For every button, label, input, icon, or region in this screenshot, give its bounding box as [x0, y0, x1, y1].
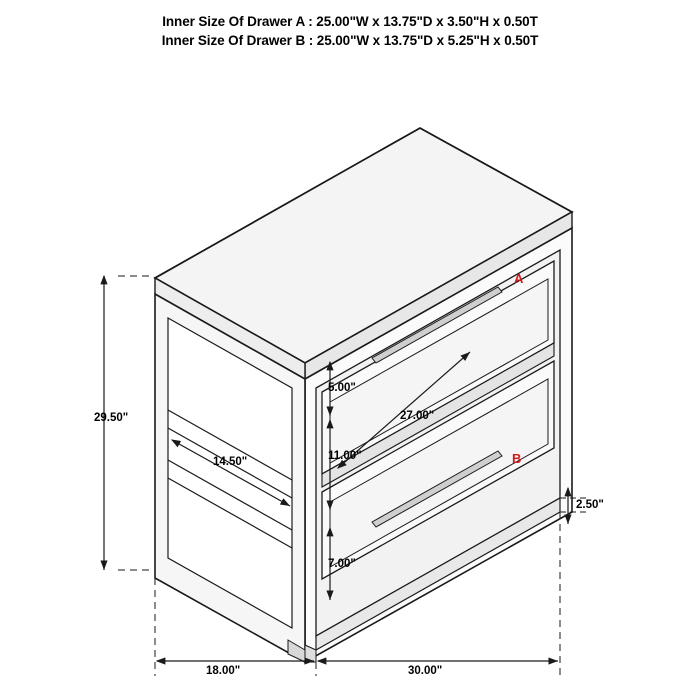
label-depth-bottom: 18.00" [206, 665, 241, 677]
label-front-width: 27.00" [400, 410, 435, 422]
drawer-b-tag: B [512, 451, 522, 466]
label-opening-mid: 11.00" [328, 450, 362, 462]
cabinet-body [155, 128, 572, 662]
label-height-total: 29.50" [94, 412, 129, 424]
label-depth-side: 14.50" [213, 456, 248, 468]
header-line-2: Inner Size Of Drawer B : 25.00"W x 13.75"D x 5.25"H x 0.50T [161, 33, 539, 48]
label-base-height: 2.50" [576, 499, 604, 511]
header-line-1: Inner Size Of Drawer A : 25.00"W x 13.75"D x 3.50"H x 0.50T [162, 14, 538, 29]
label-width-bottom: 30.00" [408, 665, 443, 677]
label-opening-lower: 7.00" [328, 558, 356, 570]
label-opening-upper: 5.00" [328, 382, 356, 394]
drawer-a-tag: A [514, 271, 524, 286]
